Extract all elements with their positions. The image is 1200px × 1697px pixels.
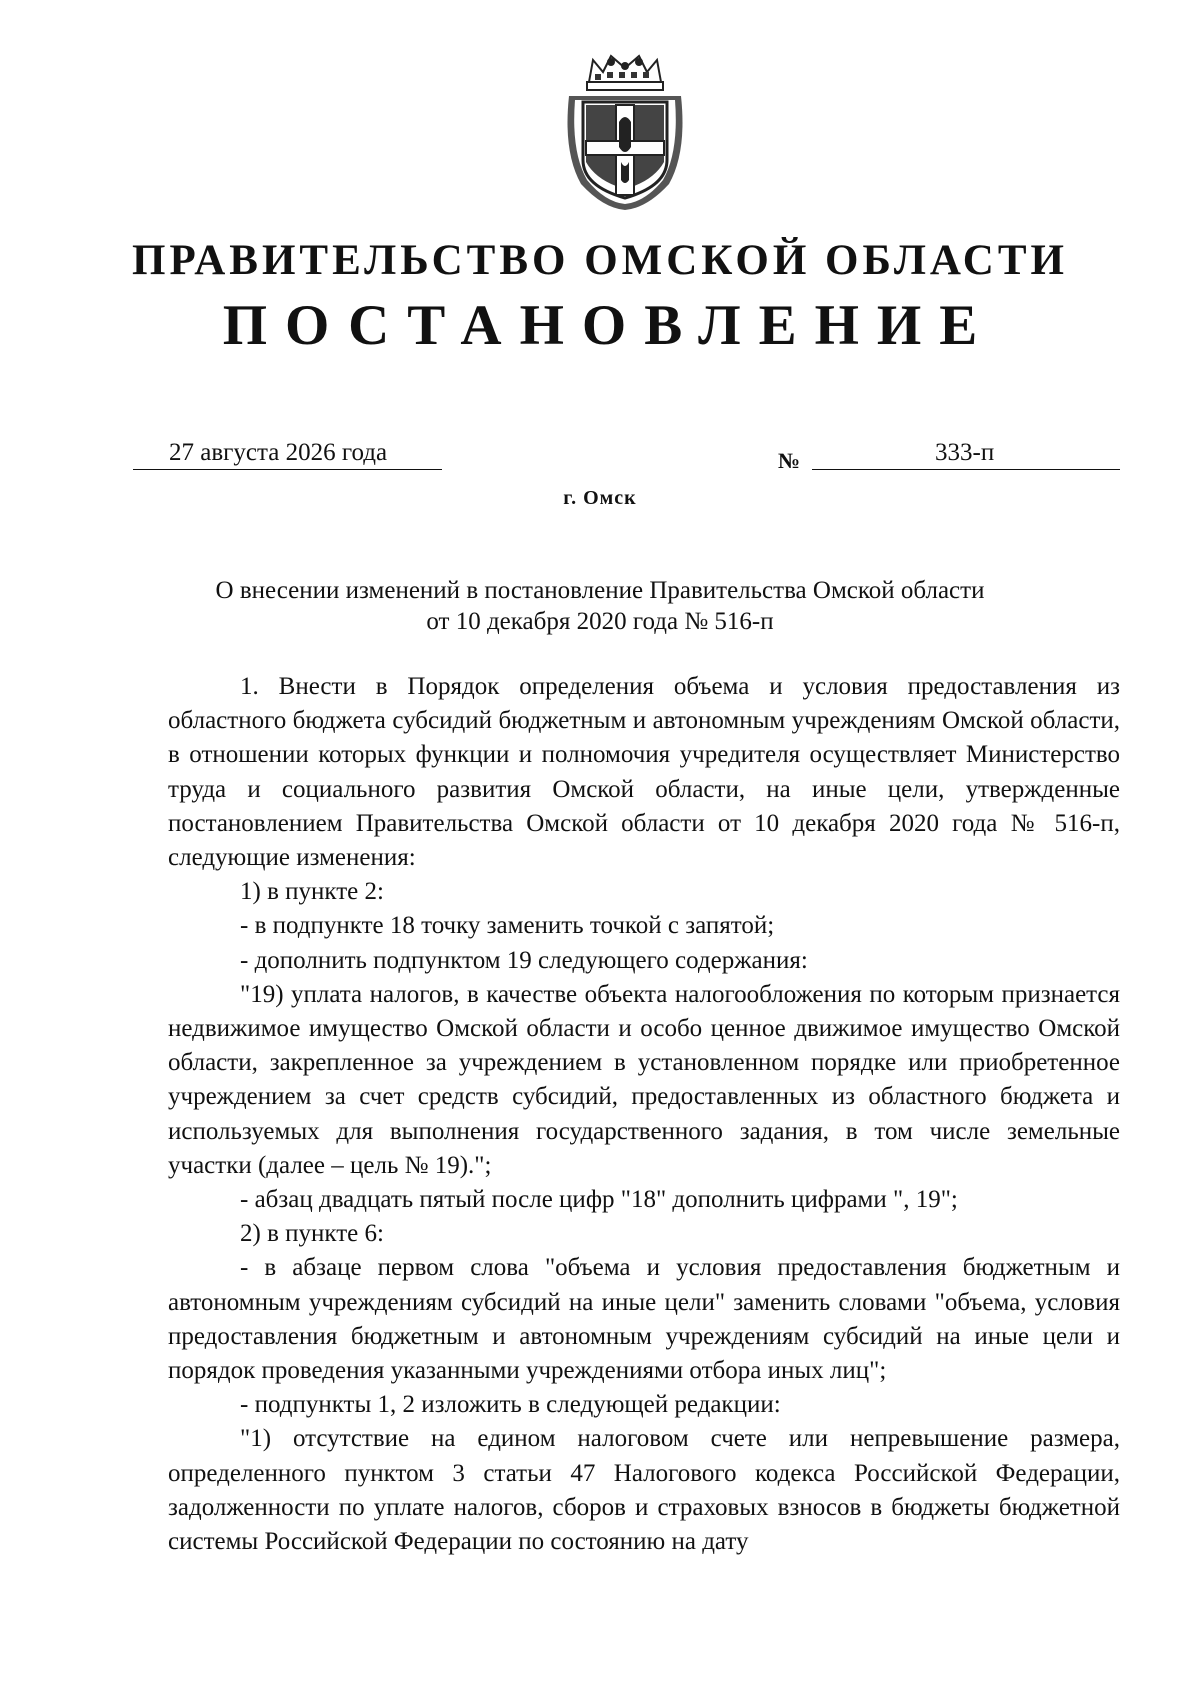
paragraph: - подпункты 1, 2 изложить в следующей редакции: [240,1391,781,1419]
paragraph: 1) в пункте 2: [240,878,384,906]
paragraph: "1) отсутствие на едином налоговом счете или непревышение размера, определенного пунктом 3 статьи 47 Налогового кодекса Российской Федерации, задолженности по уплате налогов, сборов и страховых взносов в бюджеты бюджетной системы Российской Федерации по состоянию на дату [168,1425,1120,1556]
document-subject [0,575,1200,637]
government-title: ПРАВИТЕЛЬСТВО ОМСКОЙ ОБЛАСТИ [132,237,1068,284]
paragraph: 2) в пункте 6: [240,1220,384,1248]
document-number: 333-п [935,439,995,466]
paragraph: - в подпункте 18 точку заменить точкой с запятой; [240,912,775,940]
document-date: 27 августа 2026 года [169,439,388,466]
document-type: ПОСТАНОВЛЕНИЕ [222,294,996,357]
subject-line-1: О внесении изменений в постановление Правительства Омской области [215,577,985,604]
date-field [133,437,442,470]
omsk-coat-of-arms-icon [559,52,691,212]
document-body [168,670,1120,1559]
city: г. Омск [563,487,637,509]
paragraph: - в абзаце первом слова "объема и условия предоставления бюджетным и автономным учреждениям субсидий на иные цели" заменить словами "объема, условия предоставления бюджетным и автономным учреждениям субсидий на иные цели и порядок проведения указанными учреждениями отбора иных лиц"; [168,1254,1120,1385]
number-sign: № [778,448,801,473]
paragraph: 1. Внести в Порядок определения объема и условия предоставления из областного бюджета субсидий бюджетным и автономным учреждениям Омской области, в отношении которых функции и полномочия учредителя осуществляет Министерство труда и социального развития Омской области, на иные цели, утвержденные постановлением Правительства Омской области от 10 декабря 2020 года № 516-п, следующие изменения: [168,673,1120,872]
paragraph: - дополнить подпунктом 19 следующего содержания: [240,946,808,974]
paragraph: - абзац двадцать пятый после цифр "18" дополнить цифрами ", 19"; [240,1186,958,1214]
paragraph: "19) уплата налогов, в качестве объекта налогообложения по которым признается недвижимое имущество Омской области и особо ценное движимое имущество Омской области, закрепленное за учреждением в установленном порядке или приобретенное учреждением за счет средств субсидий, предоставленных из областного бюджета и используемых для выполнения государственного задания, в том числе земельные участки (далее – цель № 19)."; [168,980,1120,1179]
subject-line-2: от 10 декабря 2020 года № 516-п [426,608,774,635]
number-field [812,437,1120,470]
